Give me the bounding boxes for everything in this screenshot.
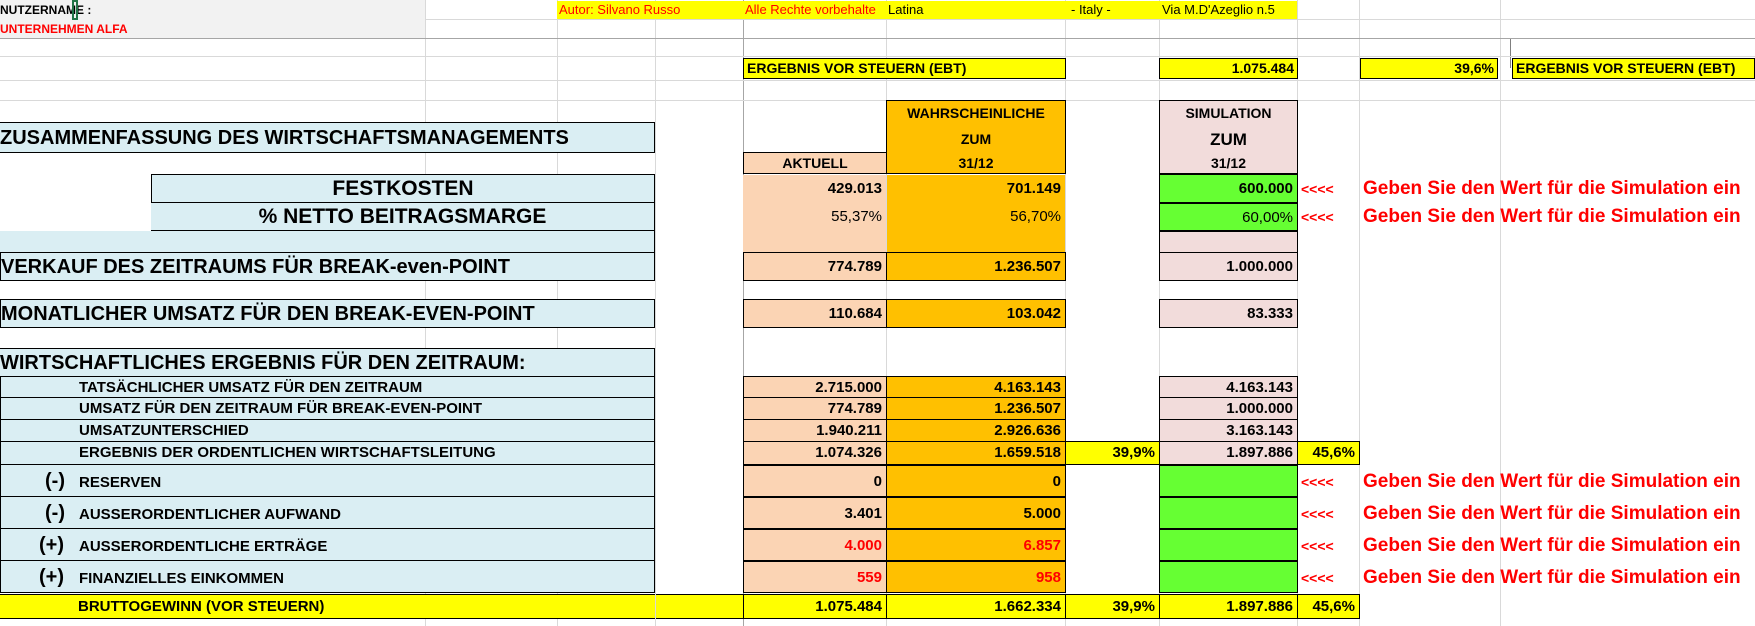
city-cell: Latina [886,1,1065,19]
simulation-hint: Geben Sie den Wert für die Simulation ein [1363,206,1741,227]
minus-sign: (-) [45,502,65,524]
monthly-sales-simulation: 83.333 [1159,299,1298,328]
margin-probable: 56,70% [887,203,1065,231]
ebt-label-repeat: ERGEBNIS VOR STEUERN (EBT) [1512,58,1755,79]
ebt-label: ERGEBNIS VOR STEUERN (EBT) [743,58,1066,79]
extraordinary-income-current: 4.000 [743,529,887,561]
monthly-sales-current: 110.684 [743,299,887,328]
header-simulation-line2: ZUM [1210,130,1247,149]
sales-difference-probable: 2.926.636 [886,419,1066,442]
country-cell: - Italy - [1065,1,1159,19]
rights-cell: Alle Rechte vorbehalte [743,1,886,19]
period-result-title: WIRTSCHAFTLICHES ERGEBNIS FÜR DEN ZEITRAUM: [0,348,655,376]
author-cell: Autor: Silvano Russo [557,1,745,19]
fixed-costs-current: 429.013 [743,175,886,203]
header-probable-line1: WAHRSCHEINLICHE [907,105,1045,121]
simulation-hint: Geben Sie den Wert für die Simulation ein [1363,178,1741,199]
blue-spacer [0,231,655,253]
financial-income-label: FINANZIELLES EINKOMMEN [79,570,284,587]
plus-sign: (+) [39,534,64,556]
ordinary-result-current: 1.074.326 [743,441,887,465]
username-label: NUTZERNAME : [0,3,92,17]
extraordinary-expense-label: AUSSERORDENTLICHER AUFWAND [79,506,341,523]
breakeven-period-current: 774.789 [743,397,887,420]
ordinary-result-label: ERGEBNIS DER ORDENTLICHEN WIRTSCHAFTSLEITUNG [0,442,655,465]
simulation-hint: Geben Sie den Wert für die Simulation ein [1363,503,1741,524]
fixed-costs-simulation-input[interactable]: 600.000 [1159,174,1298,203]
monthly-sales-probable: 103.042 [886,299,1066,328]
gridline [1510,38,1511,68]
reserves-current: 0 [743,465,887,497]
sales-difference-simulation: 3.163.143 [1159,419,1298,442]
actual-sales-current: 2.715.000 [743,376,887,398]
reserves-row [0,465,655,497]
gridline [0,100,1755,101]
arrow-marker: <<<< [1301,181,1334,197]
extraordinary-income-row [0,529,655,561]
actual-sales-label: TATSÄCHLICHER UMSATZ FÜR DEN ZEITRAUM [0,376,655,398]
margin-label: % NETTO BEITRAGSMARGE [151,203,655,231]
gross-profit-probable-pct: 39,9% [1065,594,1160,619]
ordinary-result-probable-pct: 39,9% [1065,441,1160,465]
gridline [0,38,1755,39]
breakeven-sales-current: 774.789 [743,252,887,281]
ordinary-result-simulation-pct: 45,6% [1297,441,1360,465]
breakeven-period-label: UMSATZ FÜR DEN ZEITRAUM FÜR BREAK-EVEN-POINT [0,398,655,420]
address-cell: Via M.D'Azeglio n.5 [1159,1,1297,19]
header-probable-line2: ZUM [960,131,992,147]
orange-spacer [887,231,1065,253]
actual-sales-simulation: 4.163.143 [1159,376,1298,398]
extraordinary-expense-probable: 5.000 [886,497,1066,529]
header-probable-line3: 31/12 [958,155,994,171]
fixed-costs-label: FESTKOSTEN [151,174,655,203]
gross-profit-simulation-pct: 45,6% [1297,594,1360,619]
gross-profit-simulation: 1.897.886 [1159,594,1298,619]
summary-title: ZUSAMMENFASSUNG DES WIRTSCHAFTSMANAGEMENTS [0,122,655,153]
extraordinary-expense-current: 3.401 [743,497,887,529]
gridline [655,0,656,626]
ordinary-result-probable: 1.659.518 [886,441,1066,465]
gridline [0,80,1755,81]
arrow-marker: <<<< [1301,538,1334,554]
ordinary-result-simulation: 1.897.886 [1159,441,1298,465]
header-current: AKTUELL [743,152,887,174]
extraordinary-expense-simulation-input[interactable] [1159,497,1298,529]
extraordinary-income-label: AUSSERORDENTLICHE ERTRÄGE [79,538,328,555]
reserves-simulation-input[interactable] [1159,465,1298,497]
company-name: UNTERNEHMEN ALFA [0,22,128,36]
breakeven-period-simulation: 1.000.000 [1159,397,1298,420]
breakeven-sales-label: VERKAUF DES ZEITRAUMS FÜR BREAK-even-POINT [0,252,655,281]
financial-income-current: 559 [743,561,887,593]
financial-income-probable: 958 [886,561,1066,593]
actual-sales-probable: 4.163.143 [886,376,1066,398]
margin-current: 55,37% [743,203,886,231]
extraordinary-income-simulation-input[interactable] [1159,529,1298,561]
active-cell-cursor[interactable] [72,0,78,20]
gross-profit-probable: 1.662.334 [886,594,1066,619]
breakeven-period-probable: 1.236.507 [886,397,1066,420]
extraordinary-expense-row [0,497,655,529]
gridline [655,594,656,619]
gross-profit-current: 1.075.484 [743,594,887,619]
header-simulation [1159,100,1298,174]
ebt-value: 1.075.484 [1159,58,1298,79]
breakeven-sales-simulation: 1.000.000 [1159,252,1298,281]
gridline [0,56,1755,57]
header-simulation-line1: SIMULATION [1185,105,1272,121]
sales-difference-label: UMSATZUNTERSCHIED [0,420,655,442]
sales-difference-current: 1.940.211 [743,419,887,442]
arrow-marker: <<<< [1301,570,1334,586]
header-probable [886,100,1066,174]
arrow-marker: <<<< [1301,506,1334,522]
peach-spacer [743,231,886,253]
financial-income-simulation-input[interactable] [1159,561,1298,593]
header-simulation-line3: 31/12 [1210,155,1247,171]
gross-profit-label: BRUTTOGEWINN (VOR STEUERN) [0,594,743,619]
pink-spacer [1159,231,1298,253]
arrow-marker: <<<< [1301,209,1334,225]
financial-income-row [0,561,655,593]
breakeven-sales-probable: 1.236.507 [886,252,1066,281]
reserves-label: RESERVEN [79,474,162,491]
simulation-hint: Geben Sie den Wert für die Simulation ein [1363,535,1741,556]
extraordinary-income-probable: 6.857 [886,529,1066,561]
arrow-marker: <<<< [1301,474,1334,490]
ebt-percent: 39,6% [1360,58,1498,79]
monthly-sales-label: MONATLICHER UMSATZ FÜR DEN BREAK-EVEN-POINT [0,299,655,328]
simulation-hint: Geben Sie den Wert für die Simulation ein [1363,567,1741,588]
simulation-hint: Geben Sie den Wert für die Simulation ein [1363,471,1741,492]
margin-simulation-input[interactable]: 60,00% [1159,203,1298,231]
fixed-costs-probable: 701.149 [887,175,1065,203]
minus-sign: (-) [45,470,65,492]
plus-sign: (+) [39,566,64,588]
gridline [1359,0,1360,626]
reserves-probable: 0 [886,465,1066,497]
